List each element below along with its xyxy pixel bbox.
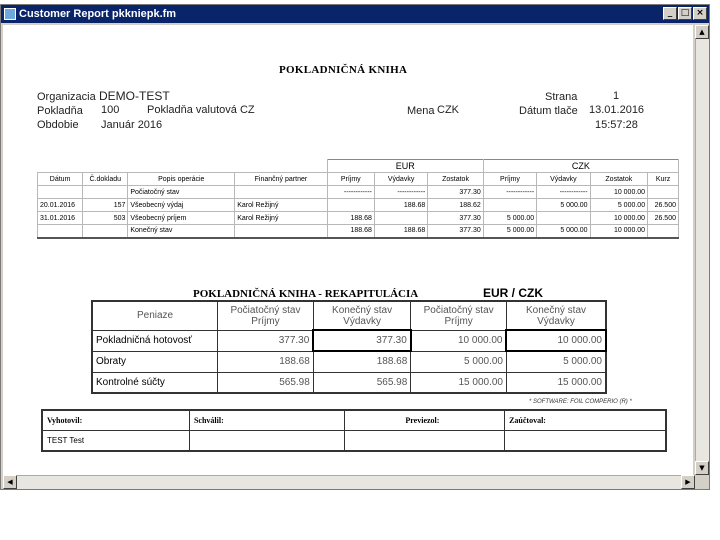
recap-table <box>91 300 607 394</box>
recap-head-line: Výdavky <box>537 315 575 327</box>
cell: ------------ <box>327 186 374 199</box>
recap-row-label: Kontrolné súčty <box>92 372 218 393</box>
recap-head-eur-end <box>313 301 410 330</box>
ledger-group-header <box>38 160 679 173</box>
org-label: Organizacia <box>37 91 96 103</box>
table-row <box>38 212 679 225</box>
org-value: DEMO-TEST <box>99 89 170 103</box>
title-bar[interactable] <box>1 5 709 23</box>
sig-schvalil-value <box>189 430 344 451</box>
recap-head-czk-start <box>411 301 507 330</box>
cell <box>235 225 327 238</box>
cell: 31.01.2016 <box>38 212 83 225</box>
cell: 10 000.00 <box>506 330 606 351</box>
sig-vyhotovil-value: TEST Test <box>42 430 189 451</box>
kasa-code: 100 <box>101 104 120 116</box>
cas-value: 15:57:28 <box>595 119 638 131</box>
col-datum: Dátum <box>38 173 83 186</box>
cell: 188.68 <box>313 351 410 372</box>
vertical-scrollbar[interactable] <box>695 25 709 475</box>
cell: ------------ <box>483 186 536 199</box>
eur-group-label: EUR <box>327 160 483 173</box>
datum-value: 13.01.2016 <box>589 104 645 116</box>
cell: 188.68 <box>374 199 427 212</box>
maximize-button[interactable]: □ <box>678 7 692 20</box>
cell: 188.68 <box>374 225 427 238</box>
scroll-right-icon[interactable]: ▶ <box>681 475 695 489</box>
cell <box>327 199 374 212</box>
col-doklad: Č.dokladu <box>83 173 128 186</box>
cell: 377.30 <box>428 186 483 199</box>
cell <box>83 225 128 238</box>
app-icon <box>4 8 16 20</box>
recap-head-czk-end <box>506 301 606 330</box>
datum-label: Dátum tlače <box>519 105 578 117</box>
sig-vyhotovil-label: Vyhotovil: <box>42 410 189 430</box>
col-czk-vydavky: Výdavky <box>537 173 590 186</box>
recap-currency-pair: EUR / CZK <box>483 286 543 300</box>
cell: Konečný stav <box>128 225 235 238</box>
cell <box>537 212 590 225</box>
col-eur-vydavky: Výdavky <box>374 173 427 186</box>
col-eur-prijmy: Príjmy <box>327 173 374 186</box>
col-eur-zostatok: Zostatok <box>428 173 483 186</box>
window-title: Customer Report pkkniepk.fm <box>19 8 177 20</box>
cell: ------------ <box>374 186 427 199</box>
strana-value: 1 <box>613 90 620 102</box>
czk-group-label: CZK <box>483 160 678 173</box>
recap-header-row <box>92 301 606 330</box>
cell <box>38 225 83 238</box>
cell: 188.68 <box>218 351 314 372</box>
cell <box>483 199 536 212</box>
table-row-total <box>38 225 679 238</box>
cell: 5 000.00 <box>506 351 606 372</box>
table-row <box>92 351 606 372</box>
close-button[interactable]: × <box>693 7 707 20</box>
cell: 188.62 <box>428 199 483 212</box>
recap-head-line: Príjmy <box>251 315 280 327</box>
cell: 188.68 <box>327 212 374 225</box>
col-czk-zostatok: Zostatok <box>590 173 648 186</box>
cell: 5 000.00 <box>483 225 536 238</box>
cell <box>374 212 427 225</box>
obdobie-label: Obdobie <box>37 119 79 131</box>
strana-label: Strana <box>545 91 578 103</box>
obdobie-value: Január 2016 <box>101 119 163 131</box>
cell: 10 000.00 <box>411 330 507 351</box>
cell: ------------ <box>537 186 590 199</box>
ledger-table <box>37 159 679 239</box>
sig-previezol-value <box>345 430 505 451</box>
recap-head-line: Počiatočný stav <box>230 304 301 316</box>
cell: Všeobecný výdaj <box>128 199 235 212</box>
recap-head-line: Počiatočný stav <box>423 304 494 316</box>
recap-head-line: Peniaze <box>136 310 174 322</box>
recap-row-label: Obraty <box>92 351 218 372</box>
window-controls <box>663 7 707 20</box>
cell: 157 <box>83 199 128 212</box>
cell: 26.500 <box>648 212 679 225</box>
table-row <box>38 186 679 199</box>
cell: 5 000.00 <box>590 199 648 212</box>
cell <box>235 186 327 199</box>
cell: 15 000.00 <box>411 372 507 393</box>
recap-title: POKLADNIČNÁ KNIHA - REKAPITULÁCIA <box>193 288 419 300</box>
cell: 15 000.00 <box>506 372 606 393</box>
signature-table <box>41 409 667 452</box>
col-czk-prijmy: Príjmy <box>483 173 536 186</box>
recap-head-line: Výdavky <box>343 315 381 327</box>
signature-header-row <box>42 410 666 430</box>
sig-zauctoval-label: Zaúčtoval: <box>505 410 666 430</box>
ledger-column-headers <box>38 173 679 186</box>
kasa-name: Pokladňa valutová CZ <box>147 104 255 116</box>
report-window <box>0 4 710 490</box>
recap-head-line: Príjmy <box>444 315 473 327</box>
sig-zauctoval-value <box>505 430 666 451</box>
col-kurz: Kurz <box>648 173 679 186</box>
report-page <box>17 35 687 475</box>
cell: Počiatočný stav <box>128 186 235 199</box>
sig-previezol-label: Previezol: <box>345 410 505 430</box>
software-footnote: * SOFTWARE: FOIL COMPERIO (R) * <box>529 399 632 405</box>
cell: 20.01.2016 <box>38 199 83 212</box>
mena-label: Mena <box>407 105 435 117</box>
cell: 377.30 <box>428 212 483 225</box>
cell <box>648 186 679 199</box>
col-popis: Popis operácie <box>128 173 235 186</box>
recap-head-line: Konečný stav <box>525 304 587 316</box>
scroll-up-icon[interactable]: ▲ <box>695 25 709 39</box>
cell <box>38 186 83 199</box>
cell: 503 <box>83 212 128 225</box>
cell <box>648 225 679 238</box>
recap-row-label: Pokladničná hotovosť <box>92 330 218 351</box>
horizontal-scrollbar[interactable] <box>3 475 695 489</box>
cell: 565.98 <box>218 372 314 393</box>
report-title: POKLADNIČNÁ KNIHA <box>279 64 408 76</box>
sig-schvalil-label: Schválil: <box>189 410 344 430</box>
recap-head-peniaze <box>92 301 218 330</box>
cell: 5 000.00 <box>411 351 507 372</box>
cell: 377.30 <box>313 330 410 351</box>
cell: 5 000.00 <box>537 225 590 238</box>
scroll-down-icon[interactable]: ▼ <box>695 461 709 475</box>
cell: Všeobecný príjem <box>128 212 235 225</box>
cell: Karol Režijný <box>235 199 327 212</box>
signature-value-row <box>42 430 666 451</box>
col-partner: Finančný partner <box>235 173 327 186</box>
cell: 377.30 <box>218 330 314 351</box>
table-row <box>38 199 679 212</box>
cell: 10 000.00 <box>590 225 648 238</box>
minimize-button[interactable]: _ <box>663 7 677 20</box>
mena-value: CZK <box>437 104 459 116</box>
cell <box>83 186 128 199</box>
table-row <box>92 330 606 351</box>
cell: 5 000.00 <box>483 212 536 225</box>
cell: 188.68 <box>327 225 374 238</box>
cell: 565.98 <box>313 372 410 393</box>
report-viewport <box>3 25 693 475</box>
cell: Karol Režijný <box>235 212 327 225</box>
recap-head-eur-start <box>218 301 314 330</box>
recap-head-line: Konečný stav <box>332 304 393 316</box>
cell: 10 000.00 <box>590 186 648 199</box>
scroll-left-icon[interactable]: ◀ <box>3 475 17 489</box>
cell: 5 000.00 <box>537 199 590 212</box>
table-row <box>92 372 606 393</box>
kasa-label: Pokladňa <box>37 105 83 117</box>
cell: 377.30 <box>428 225 483 238</box>
cell: 26.500 <box>648 199 679 212</box>
cell: 10 000.00 <box>590 212 648 225</box>
